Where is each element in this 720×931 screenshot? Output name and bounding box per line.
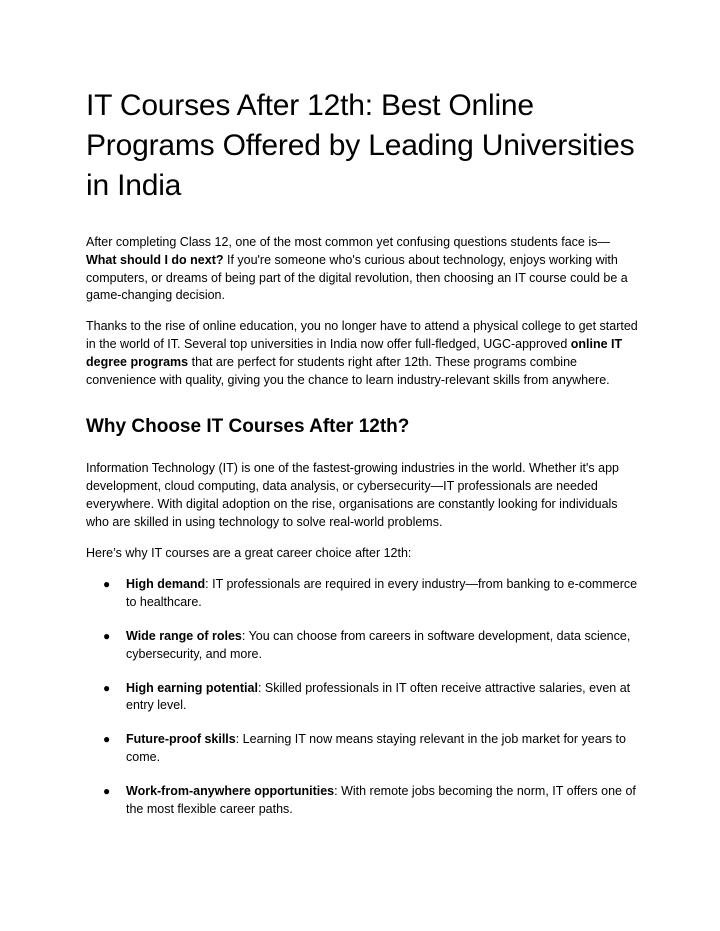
online-education-paragraph [86,318,640,389]
online-text-after: that are perfect for students right after 12th. These programs combine convenience with quality, giving you the chance to learn industry-relevant skills from anywhere. [86,354,610,387]
bullet-icon: ● [103,732,111,747]
reason-detail: : You can choose from careers in software development, data science, cybersecurity, and more. [126,628,631,661]
online-bold-programs: online IT degree programs [86,336,623,369]
list-intro: Here’s why IT courses are a great career choice after 12th: [86,545,412,560]
reason-term: Future-proof skills [126,732,236,747]
online-text-before: Thanks to the rise of online education, you no longer have to attend a physical college to get started in the world of IT. Several top universities in India now offer full-fledged, UGC-approved [86,319,638,351]
bullet-icon: ● [103,577,111,592]
bullet-icon: ● [103,628,111,643]
reason-detail: : With remote jobs becoming the norm, IT offers one of the most flexible career paths. [126,783,636,816]
list-item [86,783,640,819]
bullet-icon: ● [103,680,111,695]
reason-detail: : Learning IT now means staying relevant in the job market for years to come. [126,732,626,764]
intro-bold-question: What should I do next? [86,252,224,267]
intro-text-after: If you're someone who's curious about technology, enjoys working with computers, or dreams of being part of the digital revolution, then choosing an IT course could be a game-changing decision. [86,252,628,303]
intro-text-before: After completing Class 12, one of the most common yet confusing questions students face is— [86,235,610,249]
list-item [86,680,640,716]
intro-paragraph [86,234,640,305]
bullet-icon: ● [103,783,111,798]
section-paragraph: Information Technology (IT) is one of the fastest-growing industries in the world. Whether it's app development, cloud computing, data analysis, or cybersecurity—IT professionals are needed everywhere. With digital adoption on the rise, organisations are constantly looking for individuals who are skilled in using technology to solve real-world problems. [86,461,619,529]
list-item [86,731,640,767]
section-heading: Why Choose IT Courses After 12th? [86,416,410,438]
reason-term: Work-from-anywhere opportunities [126,783,335,798]
reason-term: Wide range of roles [126,628,242,643]
list-item [86,576,640,612]
reason-term: High demand [126,577,206,592]
list-item [86,628,640,664]
document-title: IT Courses After 12th: Best Online Programs Offered by Leading Universities in India [86,89,635,202]
reason-detail: : IT professionals are required in every industry—from banking to e-commerce to healthcare. [126,577,638,610]
reason-term: High earning potential [126,680,258,695]
reasons-list [86,576,640,818]
reason-detail: : Skilled professionals in IT often receive attractive salaries, even at entry level. [126,680,631,713]
